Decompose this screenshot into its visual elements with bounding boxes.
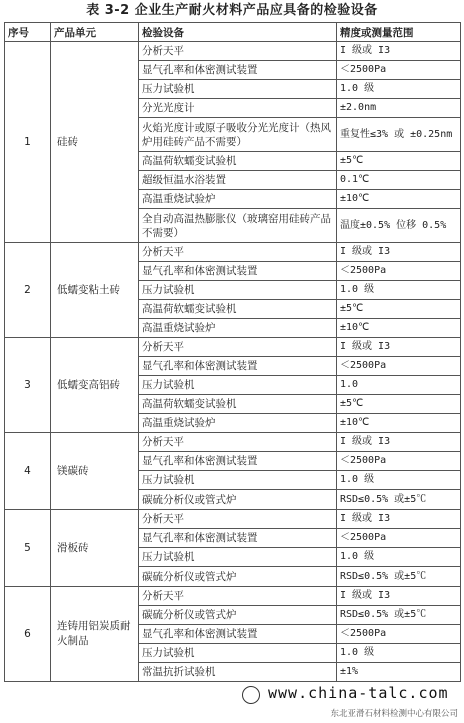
- table-row: [5, 510, 461, 529]
- precision-cell: I 级或 I3: [337, 433, 461, 452]
- equipment-cell: 压力试验机: [139, 80, 337, 99]
- table-row: [5, 587, 461, 606]
- equipment-cell: 超级恒温水浴装置: [139, 171, 337, 190]
- equipment-cell: 高温荷软蠕变试验机: [139, 395, 337, 414]
- product-unit: 低蠕变粘土砖: [51, 243, 139, 338]
- table-row: [5, 338, 461, 357]
- equipment-cell: 分析天平: [139, 433, 337, 452]
- group-number: 1: [5, 42, 51, 243]
- watermark-site: www.china-talc.com: [268, 684, 449, 702]
- watermark-org: 东北亚滑石材料检测中心有限公司: [330, 709, 458, 719]
- precision-cell: ＜2500Pa: [337, 357, 461, 376]
- equipment-cell: 压力试验机: [139, 548, 337, 567]
- equipment-cell: 显气孔率和体密测试装置: [139, 357, 337, 376]
- precision-cell: ±5℃: [337, 152, 461, 171]
- precision-cell: 1.0 级: [337, 281, 461, 300]
- precision-cell: ＜2500Pa: [337, 452, 461, 471]
- header-row: [5, 23, 461, 42]
- precision-cell: ±1%: [337, 663, 461, 682]
- table-row: [5, 42, 461, 61]
- precision-cell: I 级或 I3: [337, 338, 461, 357]
- precision-cell: 1.0: [337, 376, 461, 395]
- equipment-cell: 碳硫分析仪或管式炉: [139, 567, 337, 587]
- equipment-cell: 全自动高温热膨胀仪（玻璃窑用硅砖产品不需要）: [139, 209, 337, 243]
- table-row: [5, 243, 461, 262]
- equipment-cell: 分析天平: [139, 587, 337, 606]
- equipment-cell: 分析天平: [139, 42, 337, 61]
- table-title: 表 3-2 企业生产耐火材料产品应具备的检验设备: [86, 3, 378, 18]
- equipment-cell: 高温荷软蠕变试验机: [139, 152, 337, 171]
- equipment-cell: 显气孔率和体密测试装置: [139, 625, 337, 644]
- equipment-cell: 显气孔率和体密测试装置: [139, 262, 337, 281]
- precision-cell: 重复性≤3% 或 ±0.25nm: [337, 118, 461, 152]
- header-equipment: 检验设备: [139, 23, 337, 42]
- product-unit: 低蠕变高铝砖: [51, 338, 139, 433]
- wechat-logo-icon: [242, 686, 260, 704]
- precision-cell: ±2.0nm: [337, 99, 461, 118]
- precision-cell: RSD≤0.5% 或±5℃: [337, 567, 461, 587]
- header-seq: 序号: [5, 23, 51, 42]
- precision-cell: 1.0 级: [337, 548, 461, 567]
- precision-cell: I 级或 I3: [337, 243, 461, 262]
- equipment-cell: 压力试验机: [139, 281, 337, 300]
- equipment-cell: 压力试验机: [139, 471, 337, 490]
- equipment-cell: 显气孔率和体密测试装置: [139, 529, 337, 548]
- equipment-cell: 分析天平: [139, 510, 337, 529]
- table-row: [5, 433, 461, 452]
- equipment-cell: 碳硫分析仪或管式炉: [139, 606, 337, 625]
- product-unit: 连铸用铝炭质耐火制品: [51, 587, 139, 682]
- header-unit: 产品单元: [51, 23, 139, 42]
- group-number: 4: [5, 433, 51, 510]
- equipment-cell: 高温荷软蠕变试验机: [139, 300, 337, 319]
- equipment-cell: 高温重烧试验炉: [139, 319, 337, 338]
- precision-cell: ＜2500Pa: [337, 262, 461, 281]
- group-number: 2: [5, 243, 51, 338]
- equipment-cell: 分析天平: [139, 243, 337, 262]
- group-number: 5: [5, 510, 51, 587]
- precision-cell: 1.0 级: [337, 471, 461, 490]
- product-unit: 镁碳砖: [51, 433, 139, 510]
- precision-cell: ＜2500Pa: [337, 529, 461, 548]
- equipment-cell: 分光光度计: [139, 99, 337, 118]
- precision-cell: RSD≤0.5% 或±5℃: [337, 490, 461, 510]
- precision-cell: ±5℃: [337, 395, 461, 414]
- product-unit: 滑板砖: [51, 510, 139, 587]
- precision-cell: ±10℃: [337, 190, 461, 209]
- precision-cell: ±5℃: [337, 300, 461, 319]
- equipment-cell: 常温抗折试验机: [139, 663, 337, 682]
- precision-cell: 1.0 级: [337, 80, 461, 99]
- group-number: 3: [5, 338, 51, 433]
- precision-cell: I 级或 I3: [337, 42, 461, 61]
- equipment-cell: 压力试验机: [139, 644, 337, 663]
- equipment-cell: 显气孔率和体密测试装置: [139, 452, 337, 471]
- equipment-cell: 火焰光度计或原子吸收分光光度计（热风炉用硅砖产品不需要）: [139, 118, 337, 152]
- precision-cell: I 级或 I3: [337, 510, 461, 529]
- table-body: [5, 42, 461, 682]
- precision-cell: 0.1℃: [337, 171, 461, 190]
- inspection-equipment-table: [4, 22, 461, 682]
- equipment-cell: 高温重烧试验炉: [139, 414, 337, 433]
- equipment-cell: 分析天平: [139, 338, 337, 357]
- precision-cell: I 级或 I3: [337, 587, 461, 606]
- precision-cell: ＜2500Pa: [337, 625, 461, 644]
- header-precision: 精度或测量范围: [337, 23, 461, 42]
- precision-cell: ±10℃: [337, 319, 461, 338]
- precision-cell: 1.0 级: [337, 644, 461, 663]
- product-unit: 硅砖: [51, 42, 139, 243]
- precision-cell: RSD≤0.5% 或±5℃: [337, 606, 461, 625]
- equipment-cell: 碳硫分析仪或管式炉: [139, 490, 337, 510]
- precision-cell: ＜2500Pa: [337, 61, 461, 80]
- group-number: 6: [5, 587, 51, 682]
- equipment-cell: 压力试验机: [139, 376, 337, 395]
- equipment-cell: 显气孔率和体密测试装置: [139, 61, 337, 80]
- equipment-cell: 高温重烧试验炉: [139, 190, 337, 209]
- precision-cell: 温度±0.5% 位移 0.5%: [337, 209, 461, 243]
- precision-cell: ±10℃: [337, 414, 461, 433]
